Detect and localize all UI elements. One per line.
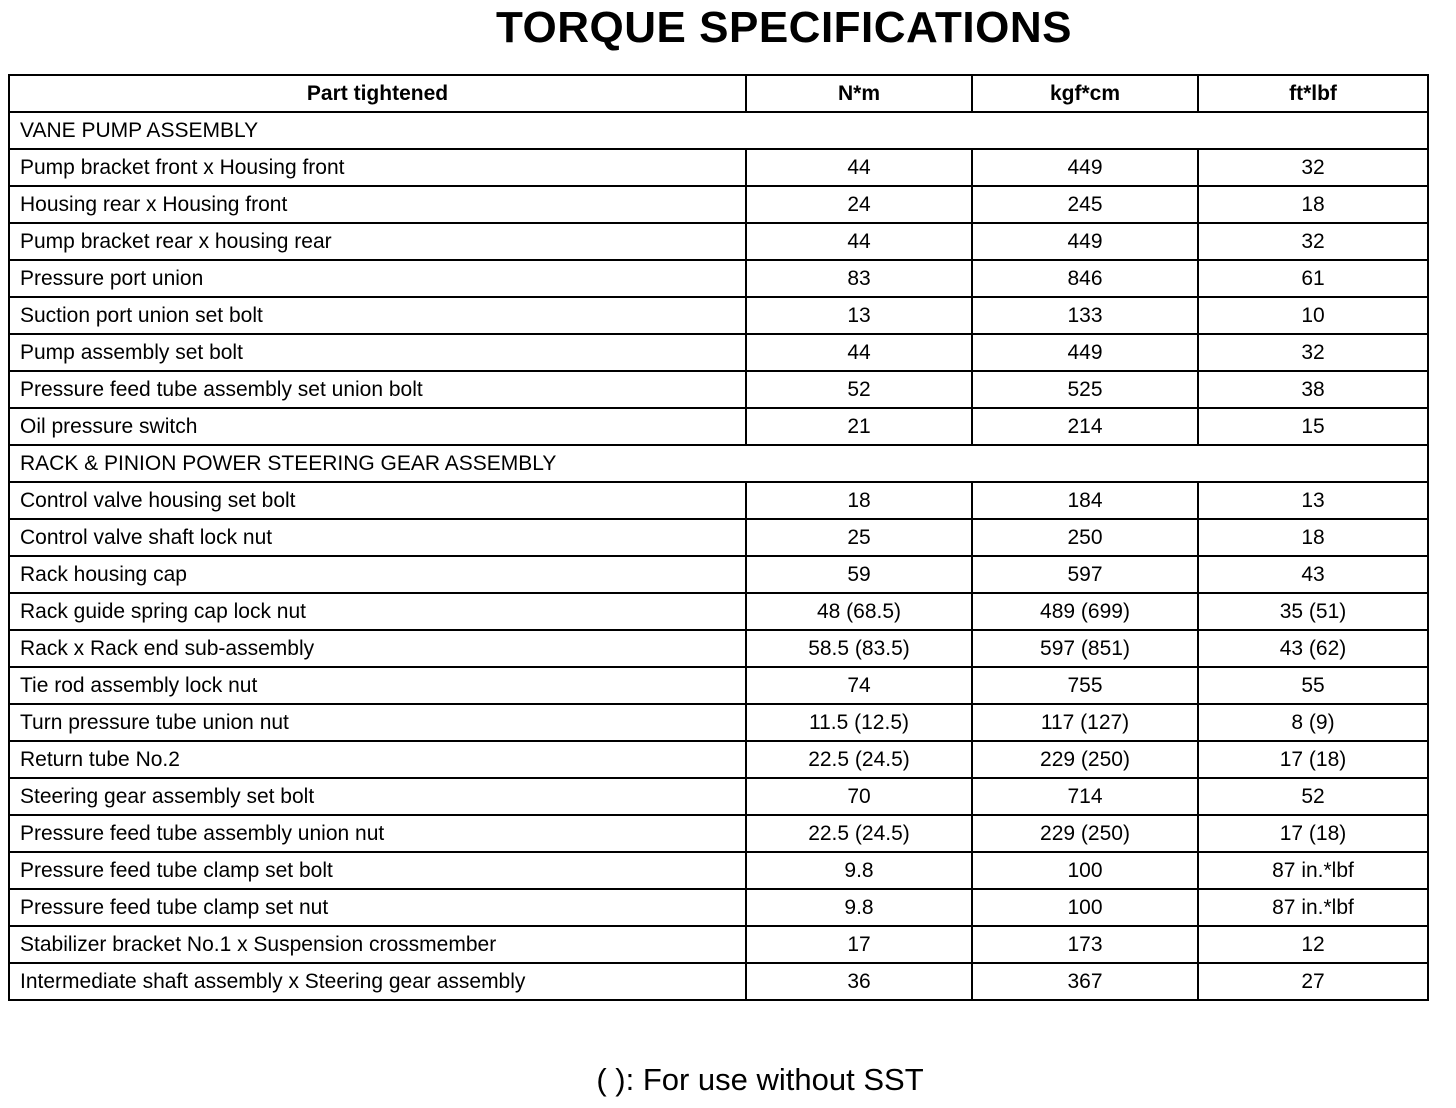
part-cell: Pressure feed tube assembly set union bolt	[9, 371, 746, 408]
part-cell: Pressure feed tube clamp set bolt	[9, 852, 746, 889]
column-header-part: Part tightened	[9, 75, 746, 112]
kgfcm-cell: 133	[972, 297, 1198, 334]
ftlbf-cell: 12	[1198, 926, 1428, 963]
part-cell: Stabilizer bracket No.1 x Suspension crossmember	[9, 926, 746, 963]
kgfcm-cell: 597	[972, 556, 1198, 593]
ftlbf-cell: 17 (18)	[1198, 815, 1428, 852]
table-row	[9, 815, 1428, 852]
part-cell: Pressure feed tube clamp set nut	[9, 889, 746, 926]
part-cell: Pressure feed tube assembly union nut	[9, 815, 746, 852]
table-row	[9, 741, 1428, 778]
part-cell: Pressure port union	[9, 260, 746, 297]
nm-cell: 44	[746, 149, 972, 186]
nm-cell: 24	[746, 186, 972, 223]
nm-cell: 22.5 (24.5)	[746, 741, 972, 778]
nm-cell: 22.5 (24.5)	[746, 815, 972, 852]
kgfcm-cell: 525	[972, 371, 1198, 408]
ftlbf-cell: 55	[1198, 667, 1428, 704]
table-row	[9, 593, 1428, 630]
ftlbf-cell: 17 (18)	[1198, 741, 1428, 778]
table-row	[9, 334, 1428, 371]
kgfcm-cell: 755	[972, 667, 1198, 704]
table-row	[9, 519, 1428, 556]
kgfcm-cell: 250	[972, 519, 1198, 556]
part-cell: Control valve shaft lock nut	[9, 519, 746, 556]
table-row	[9, 889, 1428, 926]
nm-cell: 18	[746, 482, 972, 519]
nm-cell: 21	[746, 408, 972, 445]
part-cell: Turn pressure tube union nut	[9, 704, 746, 741]
part-cell: Oil pressure switch	[9, 408, 746, 445]
ftlbf-cell: 35 (51)	[1198, 593, 1428, 630]
table-row	[9, 704, 1428, 741]
table-row	[9, 223, 1428, 260]
table-row	[9, 297, 1428, 334]
column-header-kgfcm: kgf*cm	[972, 75, 1198, 112]
section-title: VANE PUMP ASSEMBLY	[9, 112, 1428, 149]
ftlbf-cell: 87 in.*lbf	[1198, 852, 1428, 889]
ftlbf-cell: 32	[1198, 149, 1428, 186]
nm-cell: 13	[746, 297, 972, 334]
table-row	[9, 149, 1428, 186]
section-title: RACK & PINION POWER STEERING GEAR ASSEMBLY	[9, 445, 1428, 482]
ftlbf-cell: 38	[1198, 371, 1428, 408]
ftlbf-cell: 8 (9)	[1198, 704, 1428, 741]
nm-cell: 58.5 (83.5)	[746, 630, 972, 667]
table-row	[9, 630, 1428, 667]
nm-cell: 44	[746, 223, 972, 260]
kgfcm-cell: 597 (851)	[972, 630, 1198, 667]
nm-cell: 70	[746, 778, 972, 815]
nm-cell: 17	[746, 926, 972, 963]
kgfcm-cell: 184	[972, 482, 1198, 519]
kgfcm-cell: 489 (699)	[972, 593, 1198, 630]
page-title: TORQUE SPECIFICATIONS	[495, 3, 1073, 52]
nm-cell: 9.8	[746, 852, 972, 889]
ftlbf-cell: 32	[1198, 223, 1428, 260]
column-header-nm: N*m	[746, 75, 972, 112]
table-row	[9, 963, 1428, 1000]
kgfcm-cell: 846	[972, 260, 1198, 297]
table-row	[9, 667, 1428, 704]
part-cell: Rack x Rack end sub-assembly	[9, 630, 746, 667]
ftlbf-cell: 61	[1198, 260, 1428, 297]
kgfcm-cell: 714	[972, 778, 1198, 815]
kgfcm-cell: 229 (250)	[972, 741, 1198, 778]
part-cell: Pump assembly set bolt	[9, 334, 746, 371]
table-row	[9, 260, 1428, 297]
ftlbf-cell: 18	[1198, 186, 1428, 223]
footnote: ( ): For use without SST	[596, 1062, 924, 1097]
kgfcm-cell: 449	[972, 223, 1198, 260]
part-cell: Tie rod assembly lock nut	[9, 667, 746, 704]
table-row	[9, 371, 1428, 408]
table-row	[9, 482, 1428, 519]
part-cell: Steering gear assembly set bolt	[9, 778, 746, 815]
part-cell: Pump bracket front x Housing front	[9, 149, 746, 186]
part-cell: Rack guide spring cap lock nut	[9, 593, 746, 630]
part-cell: Intermediate shaft assembly x Steering gear assembly	[9, 963, 746, 1000]
nm-cell: 11.5 (12.5)	[746, 704, 972, 741]
nm-cell: 25	[746, 519, 972, 556]
table-header-row	[9, 75, 1428, 112]
ftlbf-cell: 43 (62)	[1198, 630, 1428, 667]
table-body	[9, 112, 1428, 1000]
nm-cell: 44	[746, 334, 972, 371]
kgfcm-cell: 245	[972, 186, 1198, 223]
ftlbf-cell: 32	[1198, 334, 1428, 371]
nm-cell: 74	[746, 667, 972, 704]
kgfcm-cell: 229 (250)	[972, 815, 1198, 852]
column-header-ftlbf: ft*lbf	[1198, 75, 1428, 112]
nm-cell: 9.8	[746, 889, 972, 926]
section-row	[9, 112, 1428, 149]
nm-cell: 52	[746, 371, 972, 408]
kgfcm-cell: 214	[972, 408, 1198, 445]
table-row	[9, 852, 1428, 889]
kgfcm-cell: 117 (127)	[972, 704, 1198, 741]
table-row	[9, 186, 1428, 223]
ftlbf-cell: 27	[1198, 963, 1428, 1000]
part-cell: Housing rear x Housing front	[9, 186, 746, 223]
kgfcm-cell: 100	[972, 852, 1198, 889]
nm-cell: 36	[746, 963, 972, 1000]
part-cell: Pump bracket rear x housing rear	[9, 223, 746, 260]
ftlbf-cell: 10	[1198, 297, 1428, 334]
ftlbf-cell: 18	[1198, 519, 1428, 556]
nm-cell: 48 (68.5)	[746, 593, 972, 630]
kgfcm-cell: 449	[972, 149, 1198, 186]
ftlbf-cell: 52	[1198, 778, 1428, 815]
section-row	[9, 445, 1428, 482]
kgfcm-cell: 100	[972, 889, 1198, 926]
part-cell: Suction port union set bolt	[9, 297, 746, 334]
nm-cell: 83	[746, 260, 972, 297]
nm-cell: 59	[746, 556, 972, 593]
kgfcm-cell: 367	[972, 963, 1198, 1000]
ftlbf-cell: 87 in.*lbf	[1198, 889, 1428, 926]
part-cell: Control valve housing set bolt	[9, 482, 746, 519]
ftlbf-cell: 43	[1198, 556, 1428, 593]
table-row	[9, 408, 1428, 445]
table-row	[9, 556, 1428, 593]
ftlbf-cell: 15	[1198, 408, 1428, 445]
part-cell: Return tube No.2	[9, 741, 746, 778]
ftlbf-cell: 13	[1198, 482, 1428, 519]
kgfcm-cell: 449	[972, 334, 1198, 371]
table-row	[9, 778, 1428, 815]
torque-spec-table	[8, 74, 1429, 1001]
part-cell: Rack housing cap	[9, 556, 746, 593]
kgfcm-cell: 173	[972, 926, 1198, 963]
table-row	[9, 926, 1428, 963]
